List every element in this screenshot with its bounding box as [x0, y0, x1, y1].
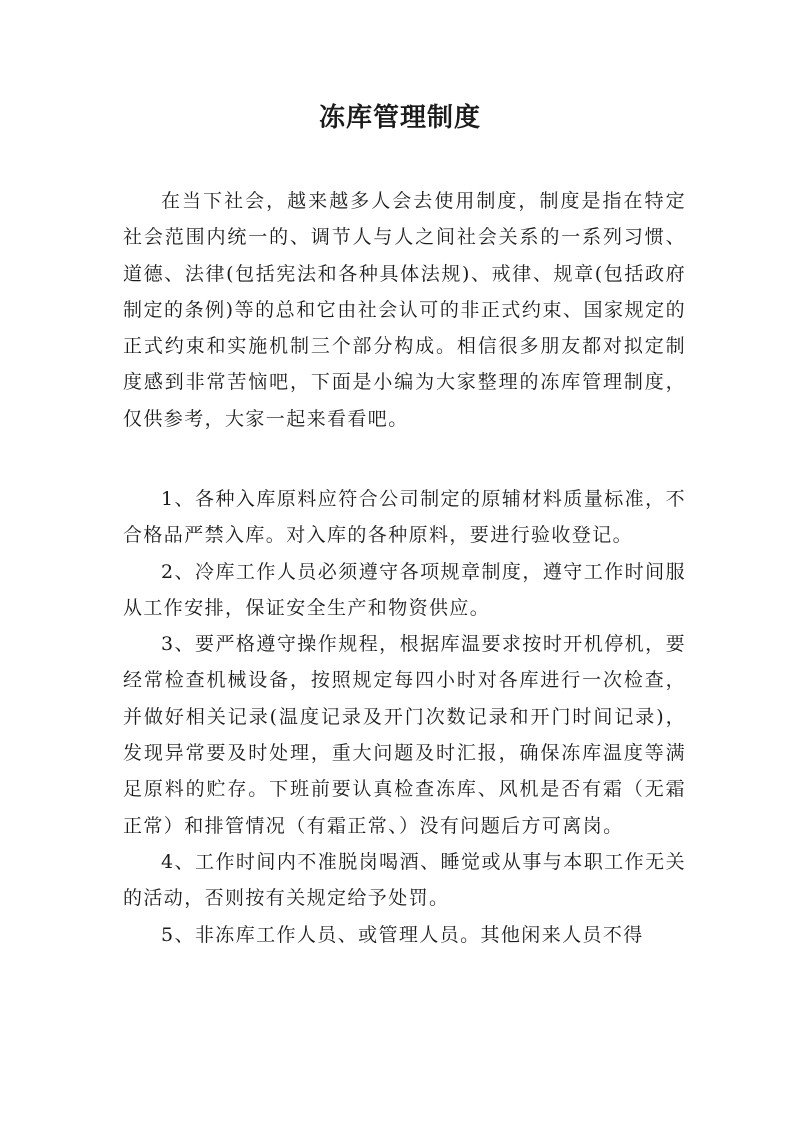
rules-section [123, 481, 686, 953]
rule-paragraph-4: 4、工作时间内不准脱岗喝酒、睡觉或从事与本职工作无关的活动，否则按有关规定给予处罚。 [123, 850, 686, 910]
rule-paragraph-1: 1、各种入库原料应符合公司制定的原辅材料质量标准，不合格品严禁入库。对入库的各种原料，要进行验收登记。 [123, 488, 686, 547]
intro-paragraph: 在当下社会，越来越多人会去使用制度，制度是指在特定社会范围内统一的、调节人与人之间社会关系的一系列习惯、道德、法律(包括宪法和各种具体法规)、戒律、规章(包括政府制定的条例)等的总和它由社会认可的非正式约束、国家规定的正式约束和实施机制三个部分构成。相信很多朋友都对拟定制度感到非常苦恼吧，下面是小编为大家整理的冻库管理制度，仅供参考，大家一起来看看吧。 [123, 190, 686, 430]
rule-paragraph-3: 3、要严格遵守操作规程，根据库温要求按时开机停机，要经常检查机械设备，按照规定每四小时对各库进行一次检查，并做好相关记录(温度记录及开门次数记录和开门时间记录)，发现异常要及时处理，重大问题及时汇报，确保冻库温度等满足原料的贮存。下班前要认真检查冻库、风机是否有霜（无霜正常）和排管情况（有霜正常、）没有问题后方可离岗。 [123, 633, 686, 837]
intro-section [123, 183, 686, 437]
document-title: 冻库管理制度 [318, 103, 481, 133]
rule-paragraph-5: 5、非冻库工作人员、或管理人员。其他闲来人员不得 [161, 923, 644, 946]
rule-paragraph-2: 2、冷库工作人员必须遵守各项规章制度，遵守工作时间服从工作安排，保证安全生产和物资供应。 [123, 560, 686, 619]
